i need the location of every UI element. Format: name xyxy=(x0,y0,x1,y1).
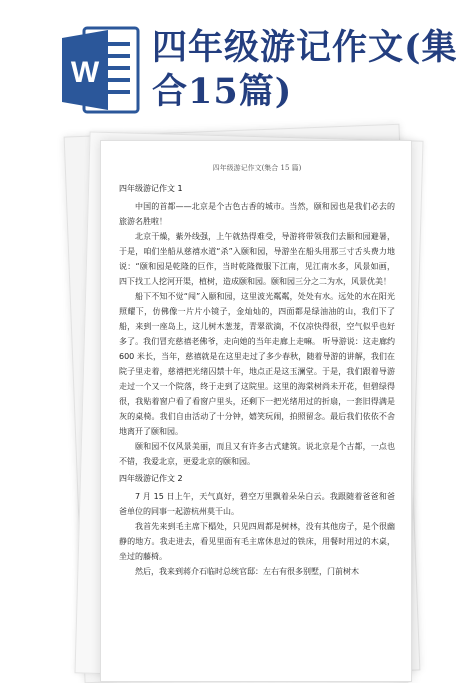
document-page xyxy=(100,140,412,682)
paragraph: 我首先来到毛主席下榻处，只见四周都是树林，没有其他房子，是个很幽静的地方。我走进去，看见里面有毛主席休息过的铁床，用餐时用过的木桌，坐过的藤椅。 xyxy=(119,522,395,561)
page-content xyxy=(119,163,395,579)
paragraph: 颐和园不仅风景美丽，而且又有许多古式建筑。说北京是个古都，一点也不错，我爱北京，更爱北京的颐和园。 xyxy=(119,442,395,466)
preview-banner xyxy=(0,0,474,140)
word-document-icon xyxy=(62,24,140,116)
section-heading: 四年级游记作文 2 xyxy=(119,474,183,483)
page-header: 四年级游记作文(集合 15 篇) xyxy=(212,164,302,172)
word-icon-letter: W xyxy=(70,56,100,89)
paragraph: 北京干燥，紫外线强，上午就热得难受，导游将带领我们去颐和园避暑，于是，咱们坐船从慈禧水道“杀”入颐和园，导游坐在船头用那三寸舌头费力地说：“颐和园是乾隆的巨作，当时乾隆微服下江南，见江南水多，风景如画，四下找工人挖河开渠，植树，造成颐和园。颐和园三分之二为水，风景优美！ xyxy=(119,232,395,286)
paragraph: 中国的首都——北京是个古色古香的城市。当然，颐和园也是我们必去的旅游名胜啦！ xyxy=(119,202,395,226)
paragraph: 船下不知不觉“闯”入颐和园，这里波光粼粼，处处有水。远处的水在阳光照耀下，仿佛像一片片小镜子，金灿灿的，四面都是绿油油的山，我们下了船，来到一座岛上，这儿树木葱茏，青翠欲滴，不仅凉快得很，空气似乎也好多了。我们冒充慈禧老佛爷，走向她的当年走廊上走嘛。 听导游说：这走廊约 600 米长，当年，慈禧就是在这里走过了多少春秋，随着导游的讲解，我们在院子里走着，慈禧把光绪囚禁十年，地点正是这玉澜堂。于是，我们跟着导游走过一个又一个院落，终于走到了这院里。这里的海棠树尚未开花，但碧绿得很，我贴着窗户看了看窗户里头，还剩下一把光绪用过的折扇，一套旧得满是灰的桌椅。我们自由活动了十分钟，嬉笑玩闹，拍照留念。最后我们依依不舍地离开了颐和园。 xyxy=(119,292,395,436)
paragraph: 7 月 15 日上午，天气真好，碧空万里飘着朵朵白云。我跟随着爸爸和爸爸单位的同事一起游杭州莫干山。 xyxy=(119,492,395,516)
section-heading: 四年级游记作文 1 xyxy=(119,184,183,193)
paragraph: 然后，我来到蒋介石临时总统官邸：左右有很多别墅，门前树木 xyxy=(135,567,359,576)
document-title: 四年级游记作文(集合15篇) xyxy=(152,27,458,112)
